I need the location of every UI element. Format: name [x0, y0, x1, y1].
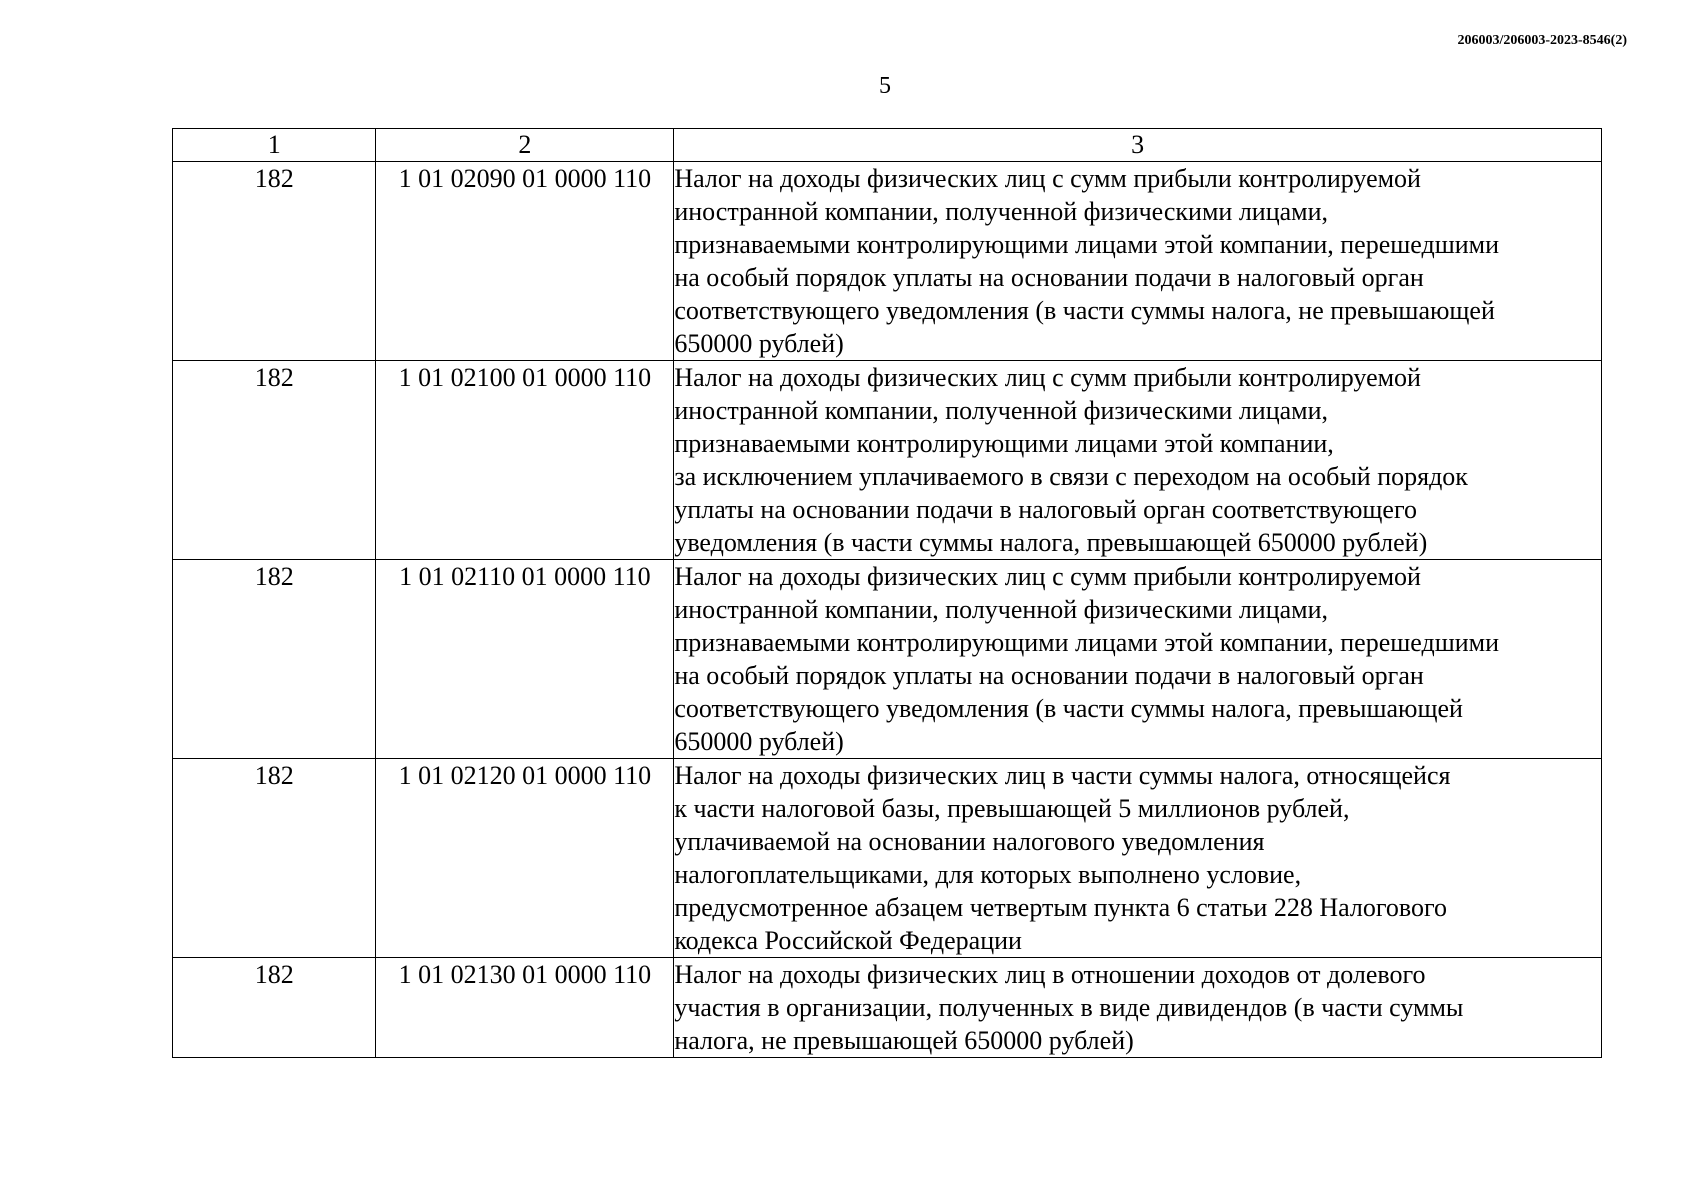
budget-classification-code-cell: 1 01 02100 01 0000 110: [376, 361, 674, 560]
description-line: на особый порядок уплаты на основании подачи в налоговый орган: [674, 661, 1424, 690]
description-line: кодекса Российской Федерации: [674, 926, 1022, 955]
agency-code-cell: 182: [173, 560, 376, 759]
document-reference: 206003/206003-2023-8546(2): [1457, 33, 1627, 48]
description-line: соответствующего уведомления (в части суммы налога, не превышающей: [674, 296, 1495, 325]
description-line: Налог на доходы физических лиц с сумм прибыли контролируемой: [674, 363, 1421, 392]
income-description-cell: [674, 162, 1602, 361]
description-line: Налог на доходы физических лиц в отношении доходов от долевого: [674, 960, 1426, 989]
agency-code-cell: 182: [173, 759, 376, 958]
description-line: к части налоговой базы, превышающей 5 миллионов рублей,: [674, 794, 1350, 823]
page-number: 5: [879, 73, 891, 99]
description-line: на особый порядок уплаты на основании подачи в налоговый орган: [674, 263, 1424, 292]
description-line: участия в организации, полученных в виде дивидендов (в части суммы: [674, 993, 1464, 1022]
agency-code-cell: 182: [173, 958, 376, 1058]
description-line: Налог на доходы физических лиц в части суммы налога, относящейся: [674, 761, 1451, 790]
table-header: [173, 129, 1602, 162]
description-line: уплачиваемой на основании налогового уведомления: [674, 827, 1265, 856]
income-description-cell: [674, 759, 1602, 958]
income-description-cell: [674, 958, 1602, 1058]
description-line: предусмотренное абзацем четвертым пункта 6 статьи 228 Налогового: [674, 893, 1447, 922]
agency-code-cell: 182: [173, 162, 376, 361]
budget-code-table: [172, 128, 1602, 1058]
table-row: [173, 560, 1602, 759]
column-header-2: 2: [376, 129, 674, 162]
description-line: налога, не превышающей 650000 рублей): [674, 1026, 1134, 1055]
table-row: [173, 759, 1602, 958]
column-header-3: 3: [674, 129, 1602, 162]
budget-classification-code-cell: 1 01 02090 01 0000 110: [376, 162, 674, 361]
description-line: уведомления (в части суммы налога, превышающей 650000 рублей): [674, 528, 1428, 557]
income-description-cell: [674, 361, 1602, 560]
table-row: [173, 162, 1602, 361]
description-line: признаваемыми контролирующими лицами этой компании, перешедшими: [674, 628, 1500, 657]
income-description-cell: [674, 560, 1602, 759]
description-line: соответствующего уведомления (в части суммы налога, превышающей: [674, 694, 1463, 723]
description-line: 650000 рублей): [674, 727, 844, 756]
column-header-1: 1: [173, 129, 376, 162]
budget-classification-code-cell: 1 01 02130 01 0000 110: [376, 958, 674, 1058]
description-line: Налог на доходы физических лиц с сумм прибыли контролируемой: [674, 164, 1421, 193]
description-line: иностранной компании, полученной физическими лицами,: [674, 396, 1329, 425]
description-line: иностранной компании, полученной физическими лицами,: [674, 595, 1329, 624]
description-line: 650000 рублей): [674, 329, 844, 358]
table-body: [173, 162, 1602, 1058]
budget-classification-code-cell: 1 01 02120 01 0000 110: [376, 759, 674, 958]
table-row: [173, 958, 1602, 1058]
description-line: уплаты на основании подачи в налоговый орган соответствующего: [674, 495, 1417, 524]
budget-classification-code-cell: 1 01 02110 01 0000 110: [376, 560, 674, 759]
header-row: [173, 129, 1602, 162]
description-line: за исключением уплачиваемого в связи с переходом на особый порядок: [674, 462, 1468, 491]
description-line: признаваемыми контролирующими лицами этой компании, перешедшими: [674, 230, 1500, 259]
description-line: иностранной компании, полученной физическими лицами,: [674, 197, 1329, 226]
description-line: Налог на доходы физических лиц с сумм прибыли контролируемой: [674, 562, 1421, 591]
description-line: налогоплательщиками, для которых выполнено условие,: [674, 860, 1302, 889]
agency-code-cell: 182: [173, 361, 376, 560]
table-row: [173, 361, 1602, 560]
description-line: признаваемыми контролирующими лицами этой компании,: [674, 429, 1334, 458]
